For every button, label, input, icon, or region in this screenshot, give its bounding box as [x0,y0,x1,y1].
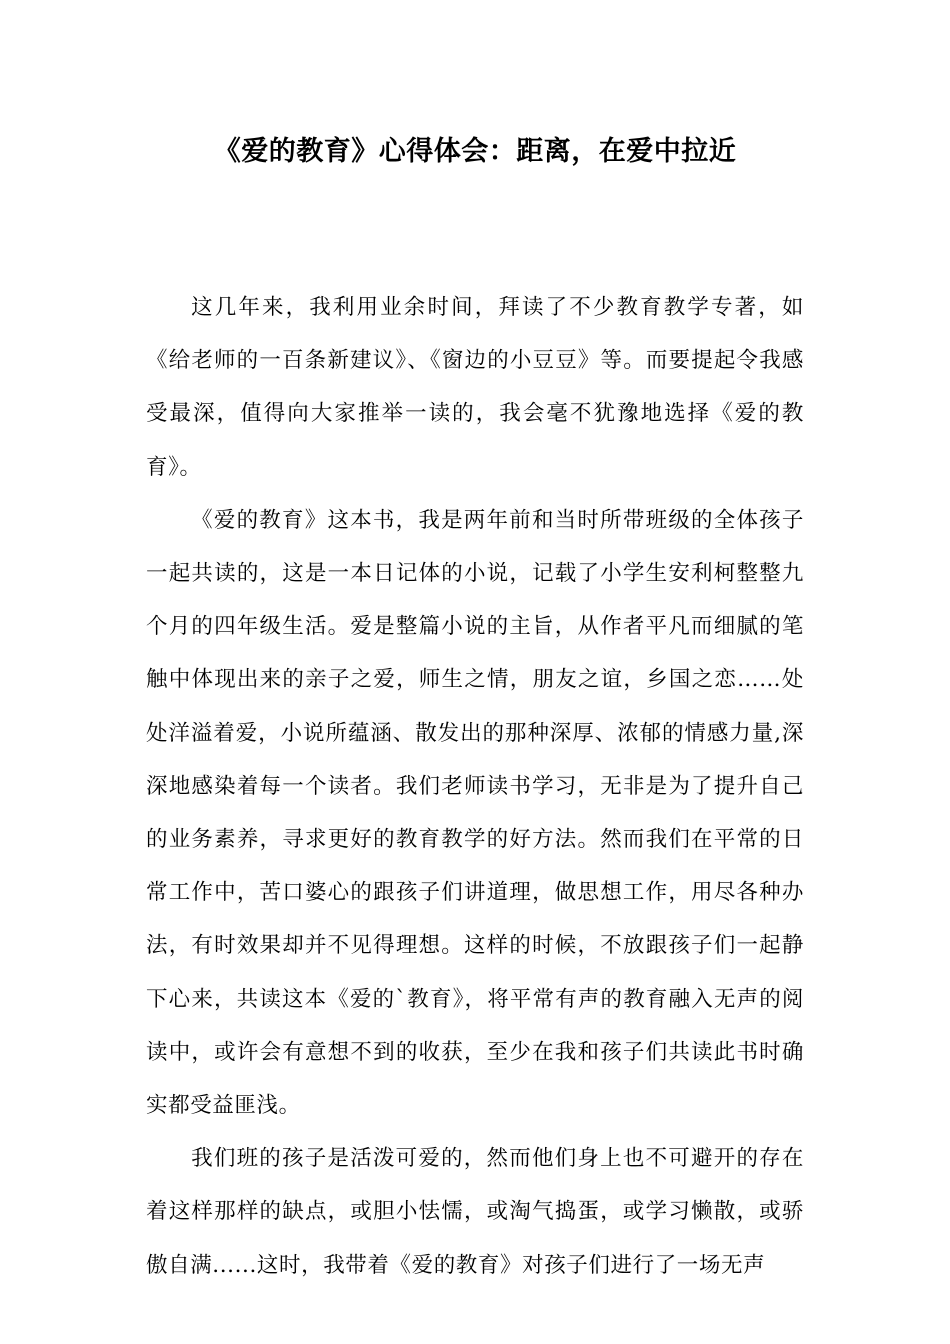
paragraph: 《爱的教育》这本书，我是两年前和当时所带班级的全体孩子一起共读的，这是一本日记体的小说，记载了小学生安利柯整整九个月的四年级生活。爱是整篇小说的主旨，从作者平凡而细腻的笔触中体现出来的亲子之爱，师生之情，朋友之谊，乡国之恋……处处洋溢着爱，小说所蕴涵、散发出的那种深厚、浓郁的情感力量,深深地感染着每一个读者。我们老师读书学习，无非是为了提升自己的业务素养，寻求更好的教育教学的好方法。然而我们在平常的日常工作中，苦口婆心的跟孩子们讲道理，做思想工作，用尽各种办法，有时效果却并不见得理想。这样的时候，不放跟孩子们一起静下心来，共读这本《爱的`教育》，将平常有声的教育融入无声的阅读中，或许会有意想不到的收获，至少在我和孩子们共读此书时确实都受益匪浅。 [146,507,804,1119]
document-body [146,281,804,1292]
paragraph: 这几年来，我利用业余时间，拜读了不少教育教学专著，如《给老师的一百条新建议》、《窗边的小豆豆》等。而要提起令我感受最深，值得向大家推举一读的，我会毫不犹豫地选择《爱的教育》。 [146,295,804,480]
document-title: 《爱的教育》心得体会：距离，在爱中拉近 [213,136,737,167]
paragraph: 我们班的孩子是活泼可爱的，然而他们身上也不可避开的存在着这样那样的缺点，或胆小怯懦，或淘气捣蛋，或学习懒散，或骄傲自满......这时，我带着《爱的教育》对孩子们进行了一场无声 [146,1146,804,1278]
